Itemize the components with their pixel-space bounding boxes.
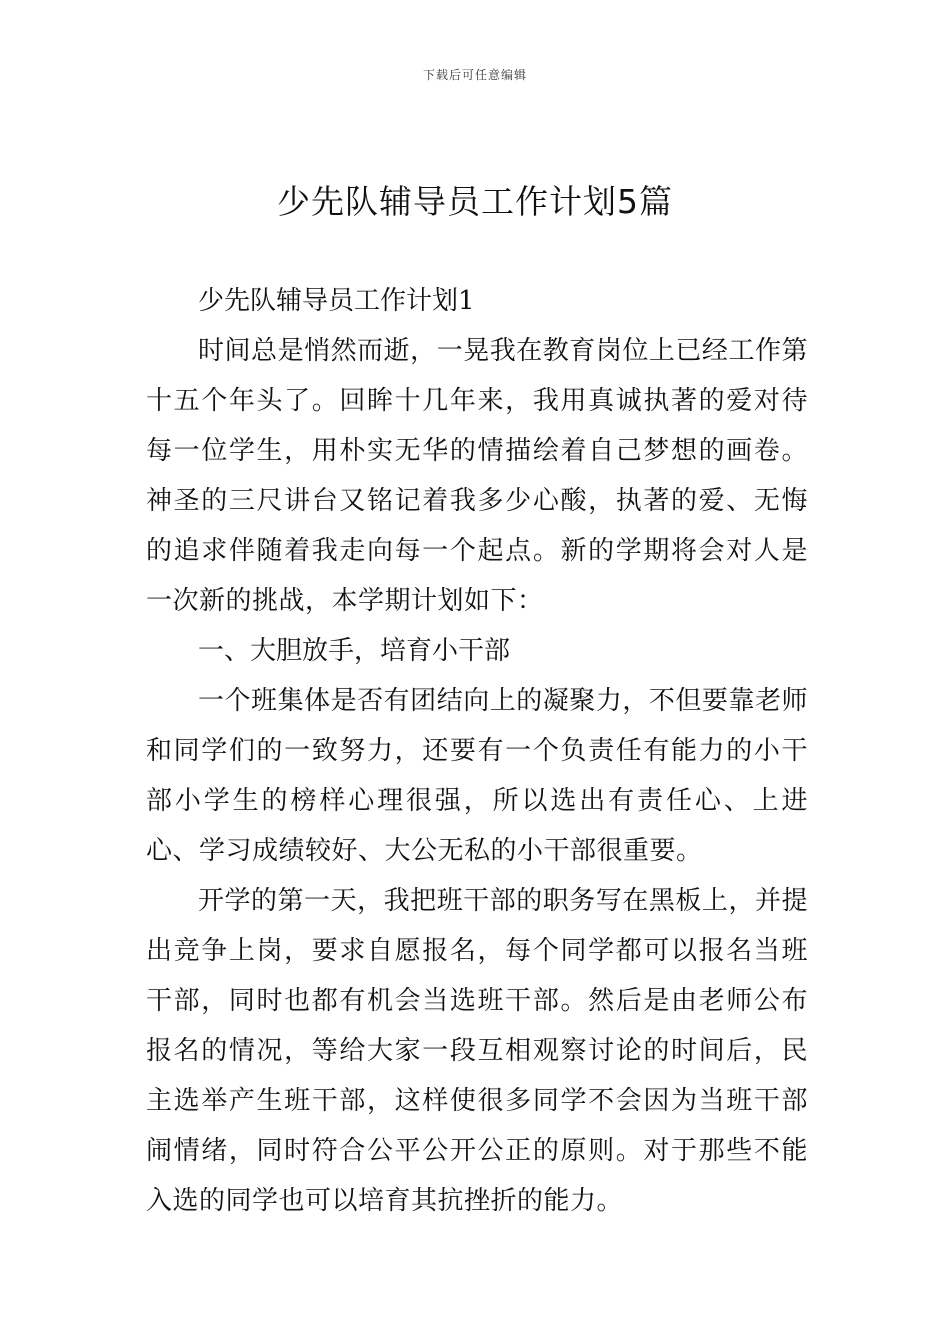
- section-heading-1: 一、大胆放手，培育小干部: [198, 636, 511, 666]
- body-paragraph: 开学的第一天，我把班干部的职务写在黑板上，并提出竞争上岗，要求自愿报名，每个同学都可以报名当班干部，同时也都有机会当选班干部。然后是由老师公布报名的情况，等给大家一段互相观察讨论的时间后，民主选举产生班干部，这样使很多同学不会因为当班干部闹情绪，同时符合公平公开公正的原则。对于那些不能入选的同学也可以培育其抗挫折的能力。: [146, 886, 808, 1216]
- intro-paragraph: 时间总是悄然而逝，一晃我在教育岗位上已经工作第十五个年头了。回眸十几年来，我用真诚执著的爱对待每一位学生，用朴实无华的情描绘着自己梦想的画卷。神圣的三尺讲台又铭记着我多少心酸，执著的爱、无悔的追求伴随着我走向每一个起点。新的学期将会对人是一次新的挑战，本学期计划如下：: [146, 336, 808, 616]
- document-body: [146, 276, 808, 1226]
- document-title: 少先队辅导员工作计划5篇: [277, 182, 673, 221]
- body-paragraph: 一个班集体是否有团结向上的凝聚力，不但要靠老师和同学们的一致努力，还要有一个负责任有能力的小干部小学生的榜样心理很强，所以选出有责任心、上进心、学习成绩较好、大公无私的小干部很重要。: [146, 686, 808, 866]
- header-note: 下载后可任意编辑: [422, 68, 527, 82]
- section-heading-plan-1: 少先队辅导员工作计划1: [198, 286, 475, 316]
